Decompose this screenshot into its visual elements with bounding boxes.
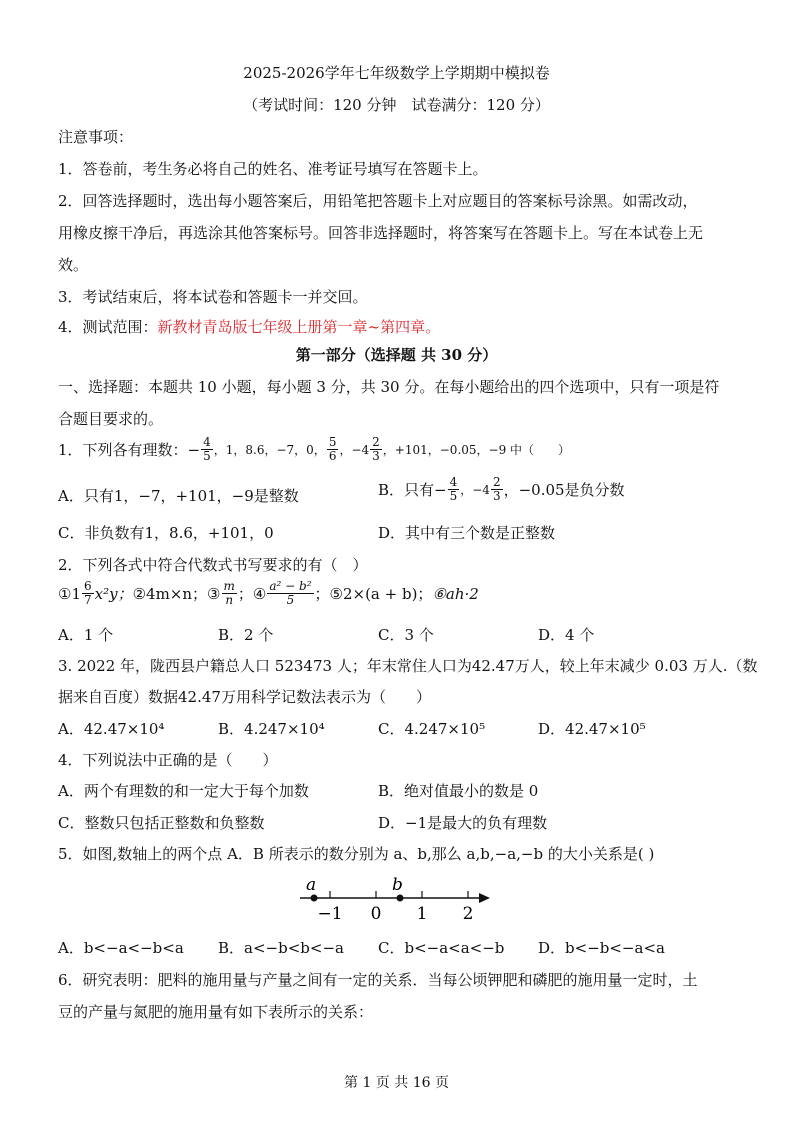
q2-expr3-prefix: ③ (207, 584, 221, 603)
note-item-4 (58, 316, 440, 337)
test-scope: 新教材青岛版七年级上册第一章~第四章。 (157, 318, 441, 336)
page-number: 第 1 页 共 16 页 (344, 1075, 449, 1091)
q2-option-a[interactable]: A．1 个 (58, 626, 114, 644)
q2-expr4-fraction: $\frac{\text{a² − b²}}{5}$ (269, 579, 312, 607)
q2-option-b[interactable]: B．2 个 (218, 626, 274, 644)
q1-option-c[interactable]: C．非负数有1，8.6，+101，0 (58, 524, 274, 542)
q2-expr5: ⑤2×(a + b)； (329, 585, 433, 603)
question-6-stem-line2: 豆的产量与氮肥的施用量有如下表所示的关系： (58, 1003, 374, 1021)
axis-arrow-icon (479, 893, 490, 903)
q1-option-b-fraction-1: $\frac{4}{5}$ (449, 475, 458, 503)
q1-list-1: ，1，8.6，−7，0， (213, 443, 326, 457)
q1-list-2: ，+101，−0.05，−9 中（ ） (382, 443, 571, 457)
note-item-3: 3．考试结束后，将本试卷和答题卡一并交回。 (58, 288, 368, 306)
point-a-label: a (306, 875, 317, 895)
q1-prefix: 1．下列各有理数： (58, 441, 188, 459)
q5-option-a[interactable]: A．b<−a<−b<a (58, 939, 184, 957)
q2-expr6: ⑥ah·2 (432, 584, 479, 603)
question-3-stem-line1: 3. 2022 年，陇西县户籍总人口 523473 人；年末常住人口为42.47万人，较上年末减少 0.03 万人.（数 (58, 657, 758, 675)
q2-expr2: ②4m×n； (132, 585, 208, 603)
q3-option-c[interactable]: C．4.247×10⁵ (378, 720, 486, 738)
q4-option-d[interactable]: D．−1是最大的负有理数 (378, 814, 548, 832)
note-item-2-line3: 效。 (58, 256, 89, 274)
q3-option-a[interactable]: A．42.47×10⁴ (58, 720, 165, 738)
q1-mixed-whole: ，−4 (339, 443, 370, 457)
q1-option-a[interactable]: A．只有1，−7，+101，−9是整数 (58, 487, 299, 505)
q5-option-b[interactable]: B．a<−b<b<−a (218, 939, 344, 957)
q5-option-d[interactable]: D．b<−b<−a<a (538, 939, 665, 957)
q4-option-a[interactable]: A．两个有理数的和一定大于每个加数 (58, 782, 309, 800)
q2-option-d[interactable]: D．4 个 (538, 626, 595, 644)
question-1-stem (58, 436, 570, 463)
section-title: 第一部分（选择题 共 30 分） (295, 346, 498, 364)
q1-fraction-1: $\frac{4}{5}$ (203, 435, 211, 463)
question-2-expressions (58, 580, 479, 607)
q1-option-d[interactable]: D．其中有三个数是正整数 (378, 524, 556, 542)
q1-fraction-3: $\frac{2}{3}$ (372, 435, 380, 463)
note-item-2-line1: 2．回答选择题时，选出每小题答案后，用铅笔把答题卡上对应题目的答案标号涂黑。如需改动， (58, 192, 698, 210)
note-item-1: 1．答卷前，考生务必将自己的姓名、准考证号填写在答题卡上。 (58, 160, 488, 178)
exam-info: （考试时间：120 分钟 试卷满分：120 分） (243, 96, 550, 114)
point-a (311, 895, 318, 902)
page-title: 2025-2026学年七年级数学上学期期中模拟卷 (243, 64, 550, 82)
q2-expr1-fraction: $\frac{6}{7}$ (84, 579, 92, 607)
q3-option-d[interactable]: D．42.47×10⁵ (538, 720, 646, 738)
section-intro-line1: 一、选择题：本题共 10 小题，每小题 3 分，共 30 分。在每小题给出的四个选项中，只有一项是符 (58, 378, 720, 396)
q4-option-b[interactable]: B．绝对值最小的数是 0 (378, 782, 539, 800)
note-item-4-prefix: 4．测试范围： (58, 318, 158, 336)
question-3-stem-line2: 据来自百度）数据42.47万用科学记数法表示为（ ） (58, 688, 431, 706)
tick-label-0: 0 (370, 904, 382, 924)
q5-option-c[interactable]: C．b<−a<a<−b (378, 939, 505, 957)
q2-expr3-suffix: ； (237, 585, 253, 603)
q2-expr1-prefix: ①1 (58, 584, 81, 603)
question-5-stem: 5．如图,数轴上的两个点 A．B 所表示的数分别为 a、b,那么 a,b,−a,−b 的大小关系是( ) (58, 845, 655, 863)
tick-label-2: 2 (462, 904, 474, 924)
tick-label-1: 1 (416, 904, 428, 924)
tick-label-neg1: −1 (317, 904, 343, 924)
q2-expr3-fraction: $\frac{m}{n}$ (223, 579, 235, 607)
point-b-label: b (392, 875, 403, 895)
q3-option-b[interactable]: B．4.247×10⁴ (218, 720, 325, 738)
q2-option-c[interactable]: C．3 个 (378, 626, 434, 644)
point-b (397, 895, 404, 902)
q2-expr4-suffix: ； (314, 585, 330, 603)
q4-option-c[interactable]: C．整数只包括正整数和负整数 (58, 814, 265, 832)
section-intro-line2: 合题目要求的。 (58, 410, 164, 428)
q1-neg-sign: − (187, 440, 201, 459)
q1-fraction-2: $\frac{5}{6}$ (328, 435, 337, 463)
notes-heading: 注意事项： (58, 128, 134, 146)
question-6-stem-line1: 6．研究表明：肥料的施用量与产量之间有一定的关系．当每公顷钾肥和磷肥的施用量一定时，土 (58, 971, 698, 989)
q1-option-b-prefix: B．只有− (378, 481, 447, 499)
number-line-figure (290, 870, 500, 926)
note-item-2-line2: 用橡皮擦干净后，再选涂其他答案标号。回答非选择题时，将答案写在答题卡上。写在本试卷上无 (58, 224, 704, 242)
question-2-stem: 2．下列各式中符合代数式书写要求的有（ ） (58, 556, 368, 574)
q1-option-b-fraction-2: $\frac{2}{3}$ (492, 475, 501, 503)
q1-option-b-suffix: ，−0.05是负分数 (503, 481, 625, 499)
q1-option-b-mid: ，−4 (460, 483, 490, 497)
q1-option-b[interactable] (378, 476, 625, 503)
question-4-stem: 4．下列说法中正确的是（ ） (58, 751, 278, 769)
q2-expr4-prefix: ④ (252, 584, 267, 603)
q2-expr1-suffix: x²y； (94, 585, 133, 603)
